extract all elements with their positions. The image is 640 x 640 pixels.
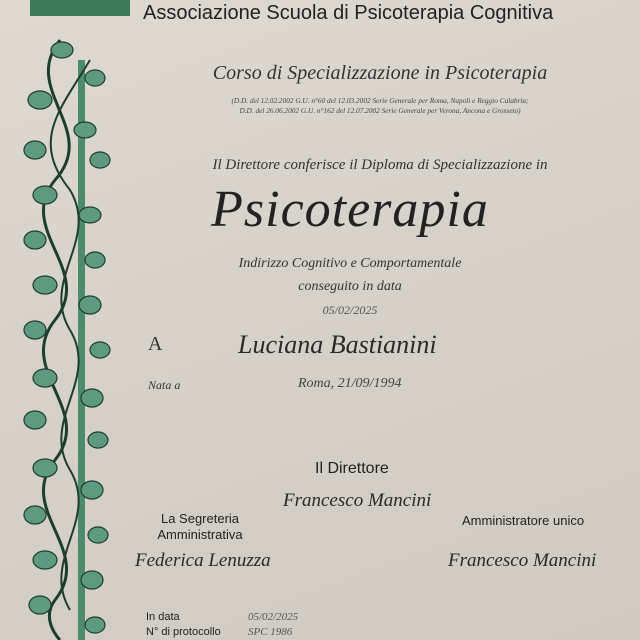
green-stripe	[78, 60, 85, 640]
secretariat-label	[135, 511, 265, 543]
school-logo	[30, 0, 130, 16]
administrator-label: Amministratore unico	[462, 513, 585, 528]
administrator-signature: Francesco Mancini	[448, 550, 597, 571]
date-value: 05/02/2025	[248, 611, 299, 623]
course-title: Corso di Specializzazione in Psicoterapia	[212, 62, 548, 84]
birth-place-date: Roma, 21/09/1994	[298, 376, 402, 391]
decree-line-1: (D.D. del 12.02.2002 G.U. n°60 del 12.03.2002 Serie Generale per Roma, Napoli e Reggio Calabria;	[231, 96, 529, 105]
protocol-label: N° di protocollo	[146, 626, 221, 638]
vine-border	[0, 0, 130, 640]
to-label: A	[148, 333, 163, 355]
recipient-name: Luciana Bastianini	[238, 330, 437, 359]
decree-line-2: D.D. del 26.06.2002 G.U. n°162 del 12.07.2002 Serie Generale per Verona, Ancona e Grosseto)	[239, 106, 521, 115]
degree-title: Psicoterapia	[211, 181, 489, 238]
secretariat-label-line-1: La Segreteria	[160, 511, 240, 526]
conferral-text: Il Direttore conferisce il Diploma di Specializzazione in	[212, 157, 548, 173]
born-label: Nata a	[148, 378, 181, 392]
director-signature: Francesco Mancini	[283, 490, 432, 511]
secretariat-signature: Federica Lenuzza	[135, 550, 271, 571]
school-name: Associazione Scuola di Psicoterapia Cognitiva	[143, 2, 554, 24]
obtained-date: 05/02/2025	[322, 303, 378, 317]
secretariat-label-line-2: Amministrativa	[157, 527, 243, 542]
protocol-value: SPC 1986	[248, 626, 293, 638]
orientation: Indirizzo Cognitivo e Comportamentale	[238, 256, 462, 271]
date-label: In data	[146, 611, 180, 623]
obtained-label: conseguito in data	[298, 279, 402, 294]
director-label: Il Direttore	[315, 460, 389, 477]
